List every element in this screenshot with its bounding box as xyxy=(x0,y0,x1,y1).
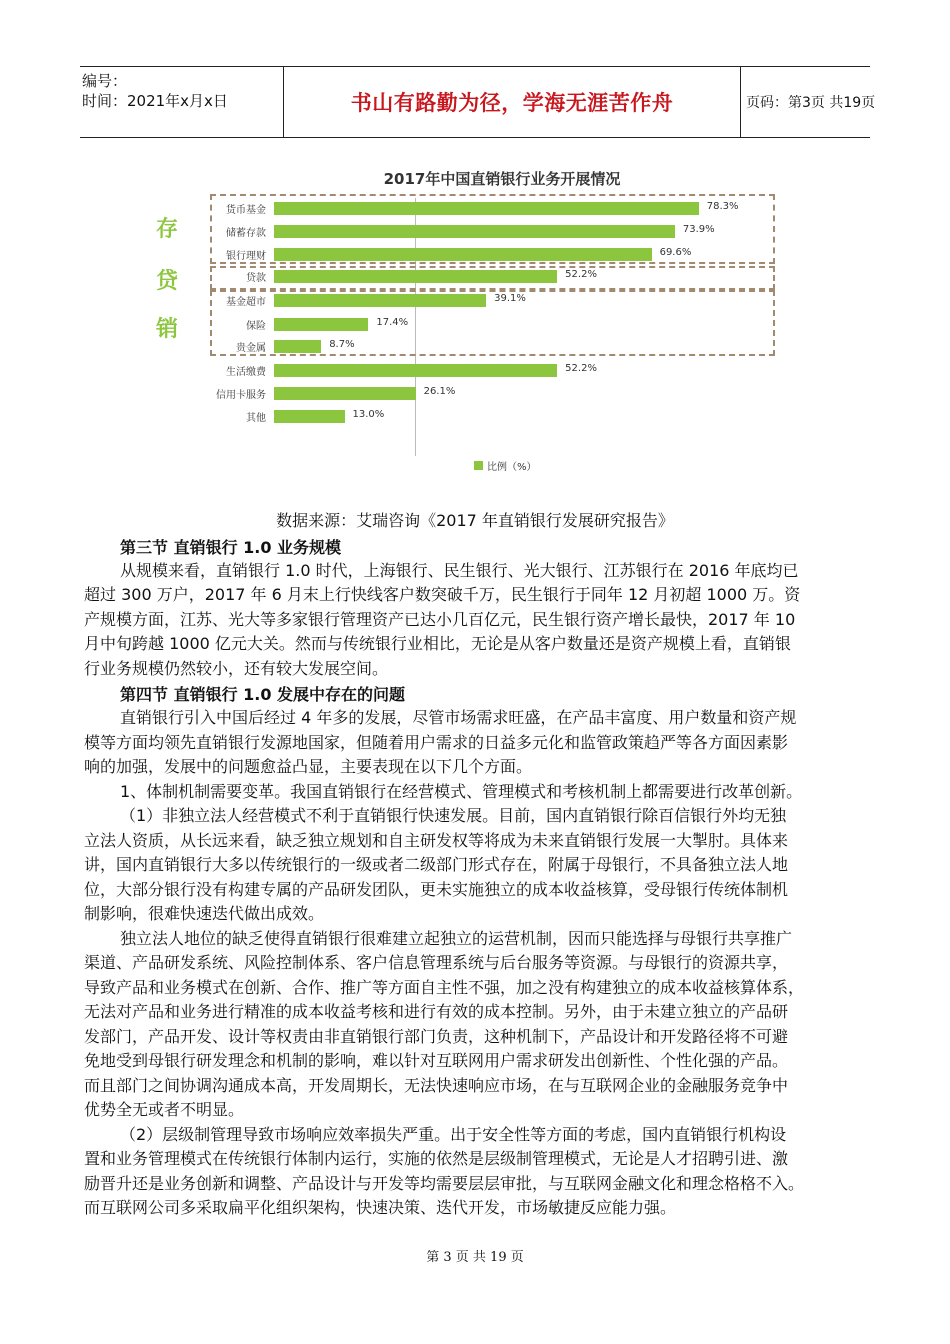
bar xyxy=(274,318,368,331)
category-label: 其他 xyxy=(246,413,266,424)
bar xyxy=(274,294,486,307)
text-line: 无法对产品和业务进行精准的成本收益考核和进行有效的成本控制。另外，由于未建立独立的产品研 xyxy=(84,1002,789,1021)
text-line: （1）非独立法人经营模式不利于直销银行快速发展。目前，国内直销银行除百信银行外均无独 xyxy=(120,806,787,825)
text-line: 而互联网公司多采取扁平化组织架构，快速决策、迭代开发，市场敏捷反应能力强。 xyxy=(84,1198,677,1217)
value-label: 73.9% xyxy=(682,224,715,235)
text-line: 导致产品和业务模式在创新、合作、推广等方面自主性不强，加之没有构建独立的成本收益核算体系， xyxy=(84,978,805,997)
value-label: 69.6% xyxy=(659,247,692,258)
bar xyxy=(274,387,416,400)
text-line: 位，大部分银行没有构建专属的产品研发团队，更未实施独立的成本收益核算，受母银行传统体制机 xyxy=(84,880,789,899)
text-line: 行业务规模仍然较小，还有较大发展空间。 xyxy=(84,659,389,678)
text-line: 立法人资质，从长远来看，缺乏独立规划和自主研发权等将成为未来直销银行发展一大掣肘。具体来 xyxy=(84,831,789,850)
group-label-loan: 贷 xyxy=(155,269,178,294)
page-footer: 第 3 页 共 19 页 xyxy=(426,1250,524,1265)
text-line: 1、体制机制需要变革。我国直销银行在经营模式、管理模式和考核机制上都需要进行改革创新。 xyxy=(120,782,803,801)
bar-chart xyxy=(142,162,782,492)
category-label: 信用卡服务 xyxy=(216,390,266,401)
category-label: 贵金属 xyxy=(236,343,266,354)
bar xyxy=(274,202,699,215)
bar xyxy=(274,225,675,238)
text-line: 产规模方面，江苏、光大等多家银行管理资产已达小几百亿元，民生银行资产增长最快，2017 年 10 xyxy=(84,610,796,629)
bar xyxy=(274,410,345,423)
text-line: 发部门，产品开发、设计等权责由非直销银行部门负责，这种机制下，产品设计和开发路径将不可避 xyxy=(84,1027,789,1046)
text-line: 讲，国内直销银行大多以传统银行的一级或者二级部门形式存在，附属于母银行，不具备独立法人地 xyxy=(84,855,789,874)
legend-label: 比例（%） xyxy=(487,462,537,473)
category-label: 储蓄存款 xyxy=(226,228,266,239)
value-label: 13.0% xyxy=(352,409,385,420)
category-label: 基金超市 xyxy=(226,297,266,308)
chart-caption: 数据来源：艾瑞咨询《2017 年直销银行发展研究报告》 xyxy=(276,511,674,530)
text-line: 免地受到母银行研发理念和机制的影响，难以针对互联网用户需求研发出创新性、个性化强的产品。 xyxy=(84,1051,789,1070)
document-header xyxy=(80,66,876,138)
text-line: 渠道、产品研发系统、风险控制体系、客户信息管理系统与后台服务等资源。与母银行的资源共享， xyxy=(84,953,789,972)
header-motto: 书山有路勤为径，学海无涯苦作舟 xyxy=(350,90,674,115)
text-line: 置和业务管理模式在传统银行体制内运行，实施的依然是层级制管理模式，无论是人才招聘引进、激 xyxy=(84,1149,789,1168)
value-label: 52.2% xyxy=(565,363,597,374)
date-label: 时间：2021年x月x日 xyxy=(82,92,228,110)
category-label: 保险 xyxy=(246,321,266,332)
category-label: 银行理财 xyxy=(226,251,266,262)
page-indicator: 页码：第3页 共19页 xyxy=(746,95,876,111)
text-line: 超过 300 万户，2017 年 6 月末上行快线客户数突破千万，民生银行于同年 12 月初超 1000 万。资 xyxy=(84,585,801,604)
header-meta xyxy=(80,67,284,141)
chart-title: 2017年中国直销银行业务开展情况 xyxy=(383,170,621,188)
number-label: 编号： xyxy=(82,72,128,90)
value-label: 26.1% xyxy=(423,386,456,397)
text-line: 月中旬跨越 1000 亿元大关。然而与传统银行业相比，无论是从客户数量还是资产规模上看，直销银 xyxy=(84,634,791,653)
text-line: 模等方面均领先直销银行发源地国家，但随着用户需求的日益多元化和监管政策趋严等各方面因素影 xyxy=(84,733,789,752)
text-line: （2）层级制管理导致市场响应效率损失严重。出于安全性等方面的考虑，国内直销银行机构设 xyxy=(120,1125,787,1144)
text-line: 制影响，很难快速迭代做出成效。 xyxy=(84,904,325,923)
section-4-heading: 第四节 直销银行 1.0 发展中存在的问题 xyxy=(120,685,406,704)
text-line: 从规模来看，直销银行 1.0 时代，上海银行、民生银行、光大银行、江苏银行在 2016 年底均已 xyxy=(120,561,799,580)
group-label-sales: 销 xyxy=(155,317,178,342)
bar xyxy=(274,270,557,283)
text-line: 励晋升还是业务创新和调整、产品设计与开发等均需要层层审批，与互联网金融文化和理念格格不入。 xyxy=(84,1174,805,1193)
value-label: 39.1% xyxy=(494,293,526,304)
legend-swatch xyxy=(474,461,483,470)
text-line: 直销银行引入中国后经过 4 年多的发展，尽管市场需求旺盛，在产品丰富度、用户数量和资产规 xyxy=(120,708,797,727)
text-line: 独立法人地位的缺乏使得直销银行很难建立起独立的运营机制，因而只能选择与母银行共享推广 xyxy=(120,929,793,948)
text-line: 而且部门之间协调沟通成本高，开发周期长，无法快速响应市场，在与互联网企业的金融服务竞争中 xyxy=(84,1076,789,1095)
category-label: 货币基金 xyxy=(226,205,266,216)
section-3-heading: 第三节 直销银行 1.0 业务规模 xyxy=(120,538,342,557)
bar xyxy=(274,248,652,261)
value-label: 8.7% xyxy=(329,339,355,350)
category-label: 生活缴费 xyxy=(226,367,266,378)
value-label: 17.4% xyxy=(376,317,409,328)
header-motto-cell xyxy=(283,67,741,137)
bar xyxy=(274,340,321,353)
value-label: 78.3% xyxy=(706,201,739,212)
chart-legend xyxy=(474,458,537,473)
text-line: 优势全无或者不明显。 xyxy=(84,1100,245,1119)
section-3-paragraph xyxy=(84,559,868,584)
text-line: 响的加强，发展中的问题愈益凸显，主要表现在以下几个方面。 xyxy=(84,757,533,776)
category-label: 贷款 xyxy=(246,273,266,284)
group-label-deposit: 存 xyxy=(155,217,178,242)
bar xyxy=(274,364,557,377)
value-label: 52.2% xyxy=(565,269,597,280)
